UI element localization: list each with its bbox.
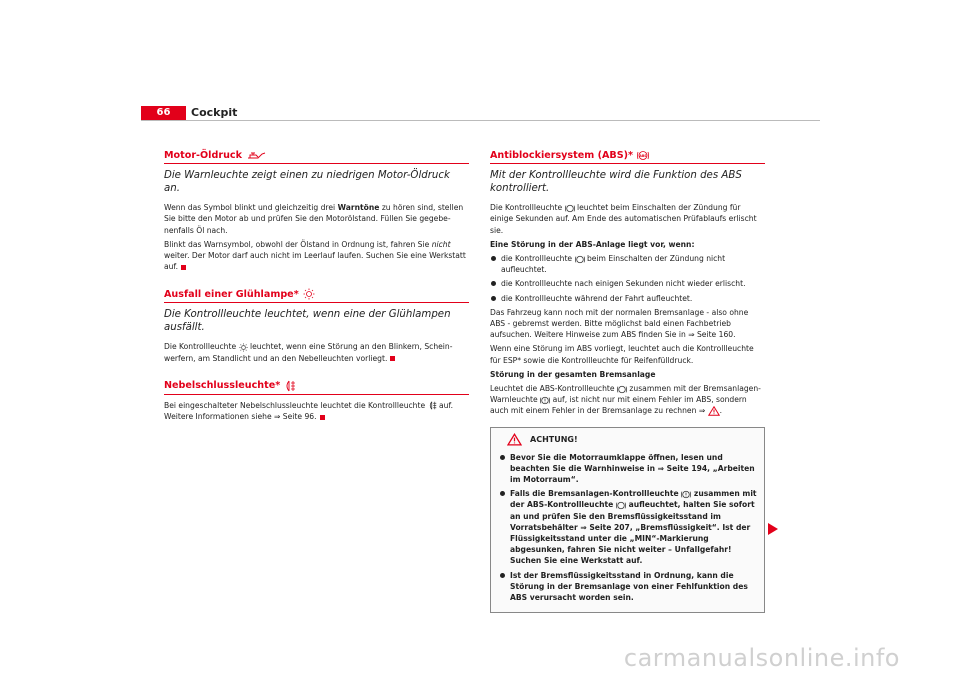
page-number: 66 — [141, 106, 186, 120]
text: Bevor Sie die Motorraumklappe öffnen, lesen und beachten Sie die Warnhinweise in ⇒ Seite 194, „Arbeiten im Motorraum“. — [510, 452, 755, 485]
right-column — [490, 150, 765, 613]
text: zusammen mit der ABS-Kontrollleuchte — [510, 489, 757, 510]
text: zusammen mit der Bremsanlagen-Warnleuchte — [490, 384, 761, 405]
text: die Kontrollleuchte nach einigen Sekunden nicht wieder erlischt. — [501, 279, 746, 289]
section-title: Antiblockiersystem (ABS)* — [490, 150, 634, 161]
bullet-list — [499, 452, 758, 604]
abs-icon — [616, 501, 626, 510]
bullet-list — [490, 253, 765, 304]
warning-triangle-icon — [507, 433, 522, 446]
text: die Kontrollleuchte während der Fahrt aufleuchtet. — [501, 293, 693, 303]
paragraph — [164, 202, 469, 236]
paragraph: Wenn eine Störung im ABS vorliegt, leuchtet auch die Kontrollleuchte für ESP* sowie die Kontrollleuchte für Reifenfülldruck. — [490, 344, 754, 365]
bullet-icon — [500, 491, 505, 496]
bullet-icon — [500, 455, 505, 460]
header-divider — [141, 120, 820, 121]
rear-fog-light-icon — [284, 380, 296, 392]
abs-icon — [575, 255, 585, 264]
list-item — [490, 253, 765, 275]
section-lead: Mit der Kontrollleuchte wird die Funktion des ABS kontrolliert. — [490, 170, 742, 195]
emphasis: nicht — [431, 239, 451, 249]
text: . — [719, 406, 723, 416]
section-oil-pressure — [164, 150, 469, 272]
section-divider — [164, 394, 469, 395]
list-item — [490, 278, 765, 289]
text: leuchtet beim Einschalten der Zündung für einige Sekunden auf. Am Ende des automatischen Prüfablaufs erlischt sie. — [490, 203, 757, 235]
emphasis: Warntöne — [337, 203, 380, 213]
continue-arrow-icon — [768, 523, 778, 535]
subheading — [490, 239, 765, 250]
section-heading — [164, 150, 469, 161]
text: Falls die Bremsanlagen-Kontrollleuchte — [510, 489, 679, 499]
text: auf, ist nicht nur mit einem Fehler im ABS, sondern auch mit einem Fehler in der Bremsanlage zu rechnen ⇒ — [490, 395, 747, 416]
end-marker — [320, 415, 325, 420]
list-item — [499, 570, 758, 604]
warning-box — [490, 427, 765, 614]
text: weiter. Der Motor darf auch nicht im Leerlauf laufen. Suchen Sie eine Werkstatt auf. — [164, 251, 466, 272]
section-heading — [164, 288, 469, 300]
abs-icon — [617, 385, 627, 394]
bullet-icon — [491, 281, 496, 286]
paragraph — [490, 202, 765, 236]
paragraph — [490, 383, 765, 417]
text: Blinkt das Warnsymbol, obwohl der Ölstand in Ordnung ist, fahren Sie — [164, 239, 430, 249]
left-column — [164, 150, 469, 438]
section-bulb-failure — [164, 288, 469, 363]
bulb-icon — [303, 288, 315, 300]
list-item — [499, 488, 758, 566]
section-heading — [164, 380, 469, 392]
paragraph — [164, 341, 469, 363]
paragraph — [164, 400, 469, 422]
section-rear-fog-light — [164, 380, 469, 422]
section-title: Nebelschlussleuchte* — [164, 380, 281, 392]
subheading-text: Eine Störung in der ABS-Anlage liegt vor, wenn: — [490, 239, 695, 249]
list-item — [499, 452, 758, 486]
abs-icon — [565, 204, 575, 213]
warning-header — [499, 433, 758, 446]
section-title: Ausfall einer Glühlampe* — [164, 288, 299, 300]
paragraph: Das Fahrzeug kann noch mit der normalen Bremsanlage - also ohne ABS - gebremst werden. Bitte möglichst bald einen Fachbetrieb aufsuchen. Weitere Hinweise zum ABS finden Sie in ⇒ Seite 160. — [490, 307, 749, 340]
warning-triangle-icon — [708, 406, 723, 416]
subheading-text: Störung in der gesamten Bremsanlage — [490, 369, 656, 379]
brake-warning-icon — [540, 396, 550, 405]
section-title: Motor-Öldruck — [164, 150, 242, 161]
subheading — [490, 369, 765, 380]
text: zu hören sind, stellen Sie bitte den Motor ab und prüfen Sie den Motorölstand. Füllen Sie gegebenenfalls Öl nach. — [164, 203, 464, 235]
section-divider — [164, 302, 469, 303]
text: Bei eingeschalteter Nebelschlussleuchte leuchtet die Kontrollleuchte — [164, 400, 426, 410]
brake-warning-icon — [681, 490, 691, 499]
watermark: carmanualsonline.info — [623, 644, 900, 672]
warning-title: ACHTUNG! — [530, 434, 578, 444]
text: Wenn das Symbol blinkt und gleichzeitig drei — [164, 203, 336, 213]
bulb-icon — [239, 343, 248, 352]
text: Die Kontrollleuchte — [164, 342, 237, 352]
bullet-icon — [491, 256, 496, 261]
section-lead: Die Kontrollleuchte leuchtet, wenn eine der Glühlampen ausfällt. — [164, 309, 451, 334]
end-marker — [390, 356, 395, 361]
text: Leuchtet die ABS-Kontrollleuchte — [490, 384, 615, 394]
paragraph — [164, 239, 469, 273]
text: aufleuchtet, halten Sie sofort an und prüfen Sie den Bremsflüssigkeitsstand im Vorratsbehälter ⇒ Seite 207, „Bremsflüssigkeit“. Ist der Flüssigkeitsstand unter die „MIN“-Markierung abgesunken, fahren Sie nicht weiter – Unfallgefahr! Suchen Sie eine Werkstatt auf. — [510, 500, 755, 566]
text: beim Einschalten der Zündung nicht aufleuchtet. — [501, 254, 726, 275]
text: leuchtet, wenn eine Störung an den Blinkern, Scheinwerfern, am Standlicht und an den Nebelleuchten vorliegt. — [164, 342, 453, 363]
text: die Kontrollleuchte — [501, 254, 573, 264]
list-item — [490, 293, 765, 304]
end-marker — [181, 265, 186, 270]
text: auf. Weitere Informationen siehe ⇒ Seite 96. — [164, 400, 454, 422]
text: Die Kontrollleuchte — [490, 203, 563, 213]
bullet-icon — [491, 296, 496, 301]
rear-fog-light-icon — [428, 401, 437, 410]
svg-text:ABS: ABS — [639, 154, 647, 159]
section-lead: Die Warnleuchte zeigt einen zu niedrigen Motor-Öldruck an. — [164, 170, 450, 195]
chapter-title: Cockpit — [191, 106, 238, 119]
bullet-icon — [500, 573, 505, 578]
oil-can-icon — [246, 151, 266, 161]
section-divider — [490, 163, 765, 164]
text: Ist der Bremsflüssigkeitsstand in Ordnung, kann die Störung in der Bremsanlage von einer Fehlfunktion des ABS verursacht worden sein. — [510, 570, 748, 603]
abs-icon — [637, 150, 649, 161]
section-divider — [164, 163, 469, 164]
section-heading — [490, 150, 765, 161]
